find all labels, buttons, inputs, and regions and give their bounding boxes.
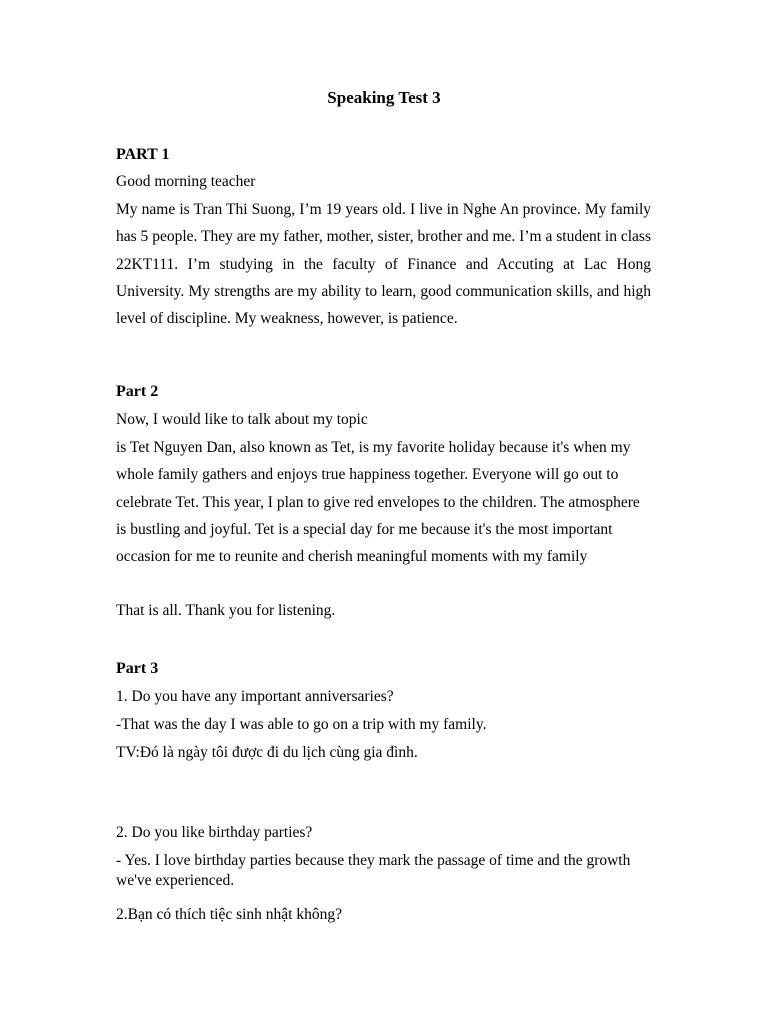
part2-closing: That is all. Thank you for listening. <box>116 602 336 619</box>
part3-heading: Part 3 <box>116 660 159 677</box>
part2-heading: Part 2 <box>116 383 159 400</box>
part3-question-2-vietnamese: 2.Bạn có thích tiệc sinh nhật không? <box>116 906 342 923</box>
part3-answer-1: -That was the day I was able to go on a trip with my family. <box>116 716 487 733</box>
part2-intro: Now, I would like to talk about my topic <box>116 411 368 428</box>
part3-question-2: 2. Do you like birthday parties? <box>116 824 313 841</box>
part3-answer-1-vietnamese: TV:Đó là ngày tôi được đi du lịch cùng gia đình. <box>116 744 418 761</box>
part1-paragraph: My name is Tran Thi Suong, I’m 19 years old. I live in Nghe An province. My family has 5 people. They are my father, mother, sister, brother and me. I’m a student in class 22KT111. I’m studying in the faculty of Finance and Accuting at Lac Hong University. My strengths are my ability to learn, good communication skills, and high level of discipline. My weakness, however, is patience. <box>116 201 651 328</box>
part3-question-1: 1. Do you have any important anniversaries? <box>116 688 394 705</box>
part1-greeting: Good morning teacher <box>116 173 256 190</box>
document-title: Speaking Test 3 <box>327 88 441 107</box>
part3-answer-2: - Yes. I love birthday parties because they mark the passage of time and the growth we've experienced. <box>116 852 631 889</box>
part2-paragraph: is Tet Nguyen Dan, also known as Tet, is my favorite holiday because it's when my whole family gathers and enjoys true happiness together. Everyone will go out to celebrate Tet. This year, I plan to give red envelopes to the children. The atmosphere is bustling and joyful. Tet is a special day for me because it's the most important occasion for me to reunite and cherish meaningful moments with my family <box>116 439 640 566</box>
part1-heading: PART 1 <box>116 146 170 163</box>
